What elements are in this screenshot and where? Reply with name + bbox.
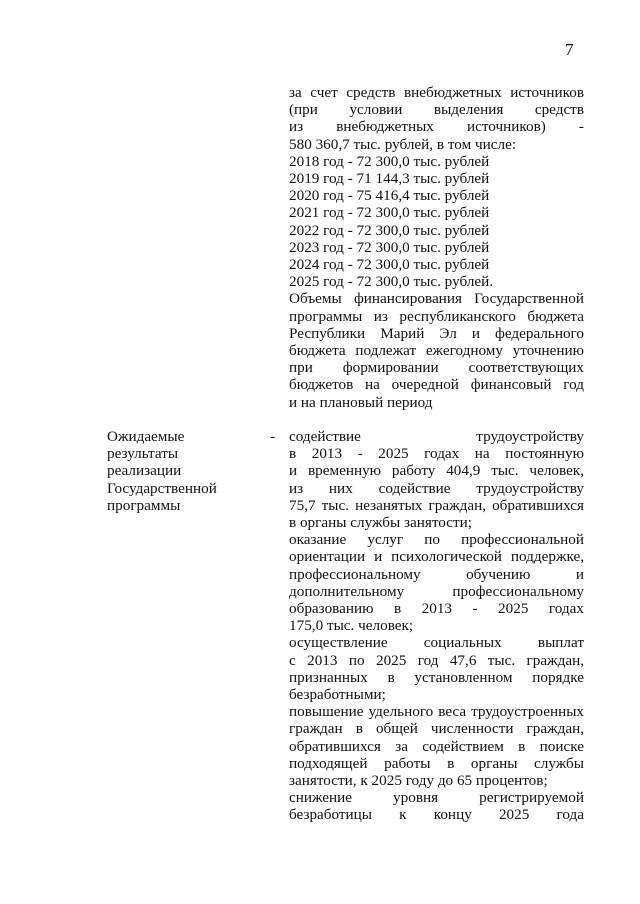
- expected-results-label-line: Государственной: [107, 479, 217, 497]
- financing-text-line: 2022 год - 72 300,0 тыс. рублей: [289, 221, 490, 239]
- expected-results-text-line: с 2013 по 2025 год 47,6 тыс. граждан,: [289, 651, 584, 669]
- expected-results-text-line: дополнительному профессиональному: [289, 582, 584, 600]
- expected-results-text-line: из них содействие трудоустройству: [289, 479, 584, 497]
- financing-text-line: из внебюджетных источников) -: [289, 118, 584, 136]
- financing-text-line: программы из республиканского бюджета: [289, 307, 584, 325]
- row-dash: -: [270, 428, 276, 445]
- expected-results-text-line: занятости, к 2025 году до 65 процентов;: [289, 772, 548, 790]
- expected-results-text-line: безработицы к концу 2025 года: [289, 806, 584, 824]
- financing-text-line: 2024 год - 72 300,0 тыс. рублей: [289, 256, 490, 274]
- financing-text-block: [289, 84, 584, 411]
- financing-text-line: 2020 год - 75 416,4 тыс. рублей: [289, 187, 490, 205]
- expected-results-text-line: 75,7 тыс. незанятых граждан, обратившихся: [289, 496, 584, 514]
- expected-results-text-line: снижение уровня регистрируемой: [289, 789, 584, 807]
- expected-results-text-line: обратившихся за содействием в поиске: [289, 737, 584, 755]
- expected-results-text-line: повышение удельного веса трудоустроенных: [289, 703, 584, 721]
- financing-text-line: при формировании соответствующих: [289, 359, 584, 377]
- expected-results-text-line: образованию в 2013 - 2025 годах: [289, 600, 584, 618]
- expected-results-text-line: оказание услуг по профессиональной: [289, 531, 584, 549]
- financing-text-line: и на плановый период: [289, 393, 433, 411]
- expected-results-text-line: безработными;: [289, 686, 386, 704]
- financing-text-line: 2025 год - 72 300,0 тыс. рублей.: [289, 273, 494, 291]
- financing-text-line: Объемы финансирования Государственной: [289, 290, 584, 308]
- financing-text-line: (при условии выделения средств: [289, 101, 584, 119]
- expected-results-text-line: ориентации и психологической поддержке,: [289, 548, 584, 566]
- expected-results-text-line: в 2013 - 2025 годах на постоянную: [289, 445, 584, 463]
- expected-results-label-line: результаты: [107, 445, 179, 463]
- financing-text-line: бюджета подлежат ежегодному уточнению: [289, 342, 584, 360]
- expected-results-text-line: осуществление социальных выплат: [289, 634, 584, 652]
- financing-text-line: Республики Марий Эл и федерального: [289, 324, 584, 342]
- expected-results-label: [107, 428, 257, 514]
- expected-results-label-line: реализации: [107, 462, 182, 480]
- expected-results-text-line: профессиональному обучению и: [289, 565, 584, 583]
- expected-results-text-line: в органы службы занятости;: [289, 514, 472, 532]
- financing-text-line: 580 360,7 тыс. рублей, в том числе:: [289, 135, 517, 153]
- expected-results-text-line: содействие трудоустройству: [289, 428, 584, 445]
- financing-text-line: за счет средств внебюджетных источников: [289, 84, 584, 101]
- expected-results-text-line: признанных в установленном порядке: [289, 668, 584, 686]
- expected-results-text-line: подходящей работы в органы службы: [289, 754, 584, 772]
- financing-text-line: 2021 год - 72 300,0 тыс. рублей: [289, 204, 490, 222]
- expected-results-text-block: [289, 428, 584, 824]
- financing-text-line: 2023 год - 72 300,0 тыс. рублей: [289, 238, 490, 256]
- expected-results-text-line: и временную работу 404,9 тыс. человек,: [289, 462, 584, 480]
- financing-text-line: 2018 год - 72 300,0 тыс. рублей: [289, 152, 490, 170]
- expected-results-label-line: Ожидаемые: [107, 428, 185, 445]
- financing-text-line: бюджетов на очередной финансовый год: [289, 376, 584, 394]
- expected-results-text-line: граждан в общей численности граждан,: [289, 720, 584, 738]
- financing-text-line: 2019 год - 71 144,3 тыс. рублей: [289, 170, 490, 188]
- expected-results-label-line: программы: [107, 496, 181, 514]
- page-number: 7: [565, 40, 574, 59]
- expected-results-text-line: 175,0 тыс. человек;: [289, 617, 414, 635]
